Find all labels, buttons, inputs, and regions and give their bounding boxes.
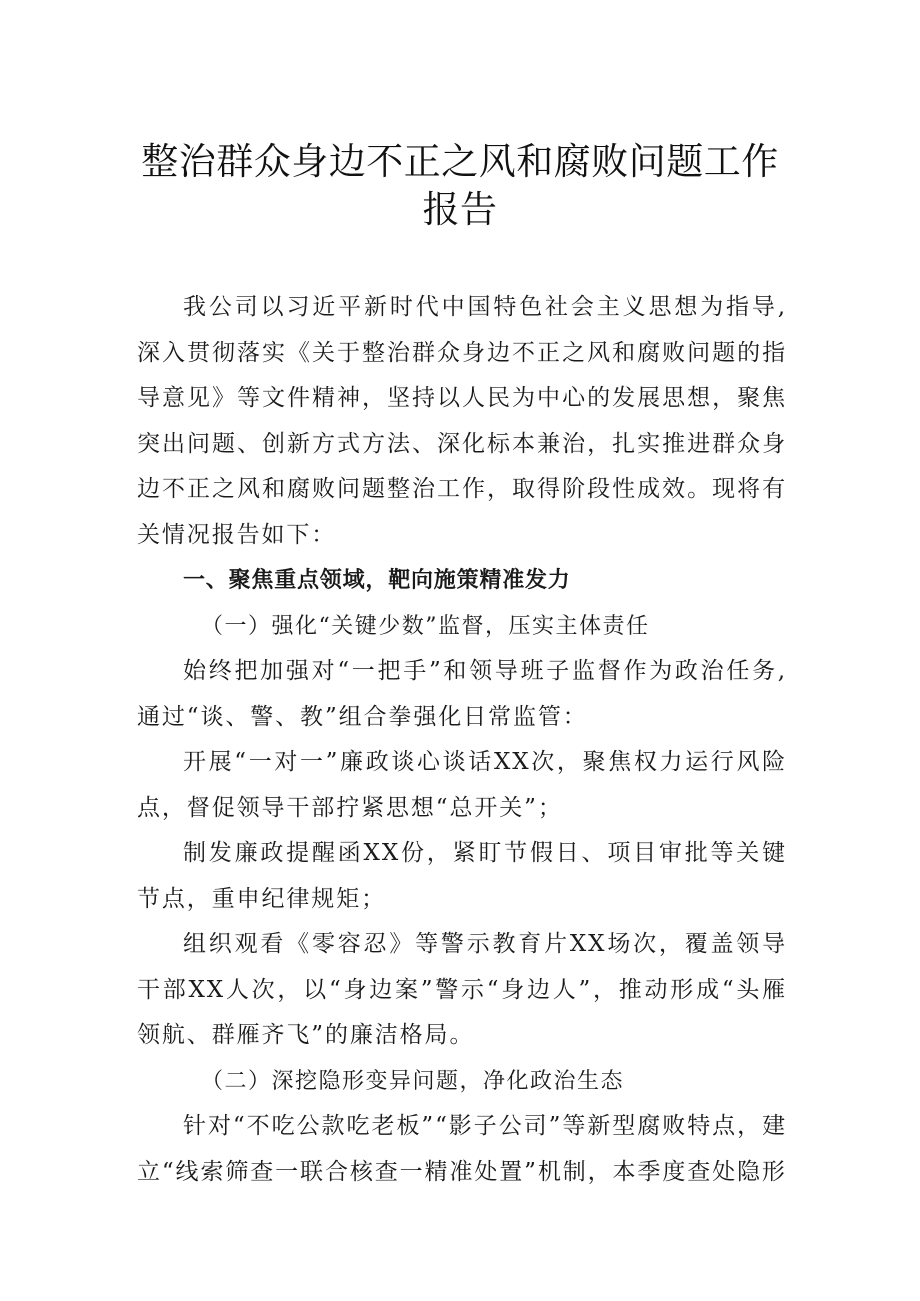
body-paragraph: 始终把加强对“一把手”和领导班子监督作为政治任务,通过“谈、警、教”组合拳强化日常监管： [137,658,787,730]
intro-paragraph: 我公司以习近平新时代中国特色社会主义思想为指导,深入贯彻落实《关于整治群众身边不正之风和腐败问题的指导意见》等文件精神，坚持以人民为中心的发展思想，聚焦突出问题、创新方式方法、深化标本兼治，扎实推进群众身边不正之风和腐败问题整治工作，取得阶段性成效。现将有关情况报告如下： [137,294,787,548]
body-paragraph: 针对“不吃公款吃老板”“影子公司”等新型腐败特点，建立“线索筛查一联合核查一精准处置”机制，本季度查处隐形 [137,1113,787,1185]
document-title: 整治群众身边不正之风和腐败问题工作报告 [141,140,779,231]
body-paragraph: 组织观看《零容忍》等警示教育片XX场次，覆盖领导干部XX人次，以“身边案”警示“身边人”，推动形成“头雁领航、群雁齐飞”的廉洁格局。 [137,931,787,1048]
subsection-heading-2: （二）深挖隐形变异问题，净化政治生态 [201,1068,625,1094]
section-heading-1: 一、聚焦重点领域，靶向施策精准发力 [183,568,571,593]
document-body [137,285,787,1195]
subsection-heading-1: （一）强化“关键少数”监督，压实主体责任 [201,613,650,639]
body-paragraph: 制发廉政提醒函XX份，紧盯节假日、项目审批等关键节点，重申纪律规矩； [137,840,787,912]
body-paragraph: 开展“一对一”廉政谈心谈话XX次，聚焦权力运行风险点，督促领导干部拧紧思想“总开关”； [137,749,787,821]
